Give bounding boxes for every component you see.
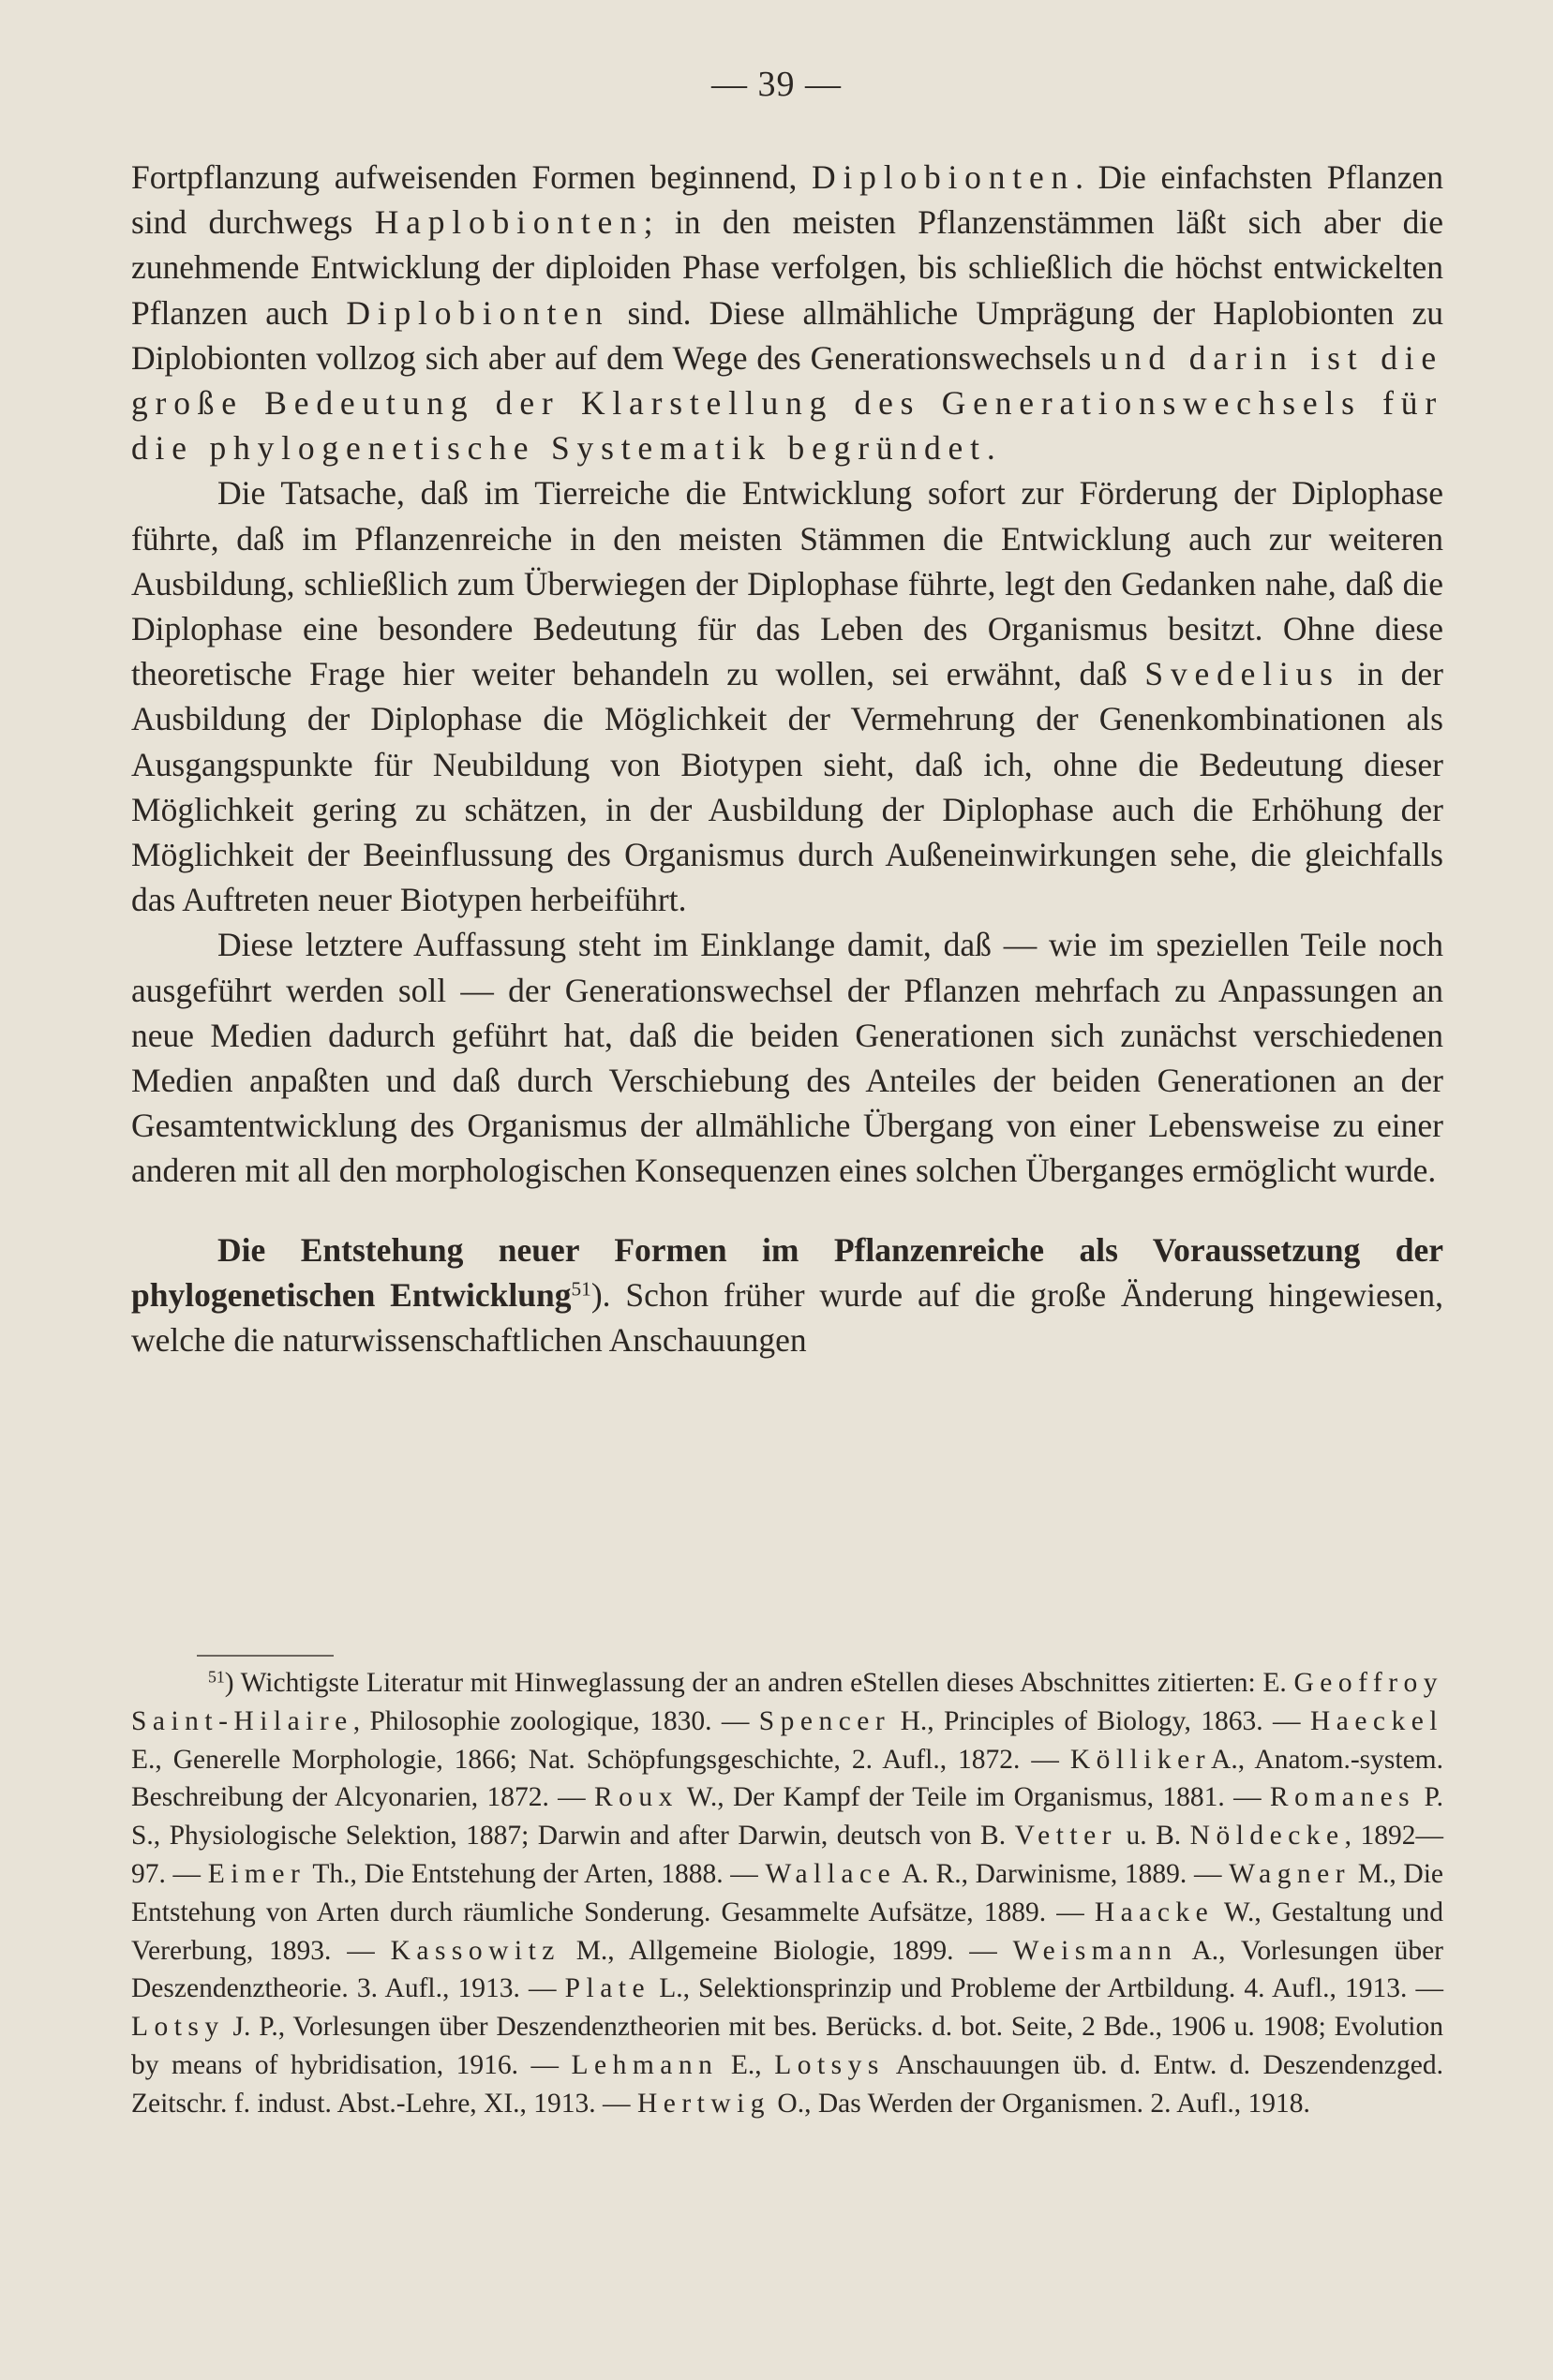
footnote-text-run: M., Die Entstehung von Arten durch räumliche Sonderung. Gesammelte Aufsätze, 1889. — xyxy=(131,1858,1444,1927)
text-run: sind. Diese allmähliche Umprägung der Haplobionten zu Diplobionten vollzog sich aber auf dem Wege des Generationswechsels xyxy=(131,293,1443,377)
footnote-divider xyxy=(197,1655,334,1657)
footnote-text-run: H., Principles of Biology, 1863. — xyxy=(890,1705,1310,1736)
footnote-text-run: A., Anatom.-system. Beschreibung der Alcyonarien, 1872. — xyxy=(131,1744,1443,1813)
footnote-author-name: Spencer xyxy=(758,1705,891,1736)
text-run: . Die einfachsten Pflanzen sind durchwegs xyxy=(131,158,1443,242)
footnote-author-name: Kölliker xyxy=(1069,1744,1212,1775)
page-number: — 39 — xyxy=(711,65,842,104)
footnote-text-run: , Philosophie zoologique, 1830. — xyxy=(352,1705,759,1736)
footnote-reference: 51 xyxy=(571,1277,591,1301)
text-run: ; in den meisten Pflanzenstämmen läßt sich aber die zunehmende Entwicklung der diploiden Phase verfolgen, bis schließlich die höchst entwickelten Pflanzen auch xyxy=(131,203,1443,332)
footnotes xyxy=(131,1664,1443,2123)
paragraph-1 xyxy=(131,155,1443,470)
footnote-author-name: Romanes xyxy=(1269,1782,1416,1813)
footnote-text-run: O., Das Werden der Organismen. 2. Aufl., 1918. xyxy=(770,2088,1310,2119)
text-run: in der Ausbildung der Diplophase die Möglichkeit der Vermehrung der Genenkombinationen als Ausgangspunkte für Neubildung von Biotypen sieht, daß ich, ohne die Bedeutung dieser Möglichkeit gering zu schätzen, in der Ausbildung der Diplophase auch die Erhöhung der Möglichkeit der Beeinflussung des Organismus durch Außeneinwirkungen sehe, die gleichfalls das Auftreten neuer Biotypen herbeiführt. xyxy=(131,655,1443,919)
footnote-author-name: Lotsys xyxy=(774,2049,885,2080)
text-run: . xyxy=(986,429,995,468)
footnote-author-name: Kassowitz xyxy=(390,1935,560,1966)
text-run: Fortpflanzung aufweisenden Formen beginnend, xyxy=(131,158,813,196)
footnote-51 xyxy=(131,1664,1443,2123)
paragraph-3: Diese letztere Auffassung steht im Einklange damit, daß — wie im speziellen Teile noch ausgeführt werden soll — der Generationswechsel der Pflanzen mehrfach zu Anpassungen an neue Medien dadurch geführt hat, daß die beiden Generationen sich zunächst verschiedenen Medien anpaßten und daß durch Verschiebung des Anteiles der beiden Generationen an der Gesamtentwicklung des Organismus der allmähliche Übergang von einer Lebensweise zu einer anderen mit all den morphologischen Konsequenzen eines solchen Überganges ermöglicht wurde. xyxy=(131,926,1443,1190)
footnote-text-run: L., Selektionsprinzip und Probleme der Artbildung. 4. Aufl., 1913. — xyxy=(650,1973,1443,2004)
footnote-author-name: Lehmann xyxy=(571,2049,719,2080)
footnote-author-name: Plate xyxy=(564,1973,651,2004)
text-run: Die Tatsache, daß im Tierreiche die Entwicklung sofort zur Förderung der Diplophase führte, daß im Pflanzenreiche in den meisten Stämmen die Entwicklung auch zur weiteren Ausbildung, schließlich zum Überwiegen der Diplophase führte, legt den Gedanken nahe, daß die Diplophase eine besondere Bedeutung für das Leben des Organismus besitzt. Ohne diese theoretische Frage hier weiter behandeln zu wollen, sei erwähnt, daß xyxy=(131,474,1443,693)
footnote-author-name: Haacke xyxy=(1094,1897,1215,1927)
footnote-text-run: W., Der Kampf der Teile im Organismus, 1881. — xyxy=(678,1782,1270,1813)
paragraph-2 xyxy=(131,470,1443,922)
footnote-text-run: A., Vorlesungen über Deszendenztheorie. 3. Aufl., 1913. — xyxy=(131,1935,1443,2004)
footnote-text-run: , 1892—97. — xyxy=(131,1821,1443,1889)
footnote-text-run: Th., Die Entstehung der Arten, 1888. — xyxy=(306,1858,766,1889)
footnote-author-name: Eimer xyxy=(207,1858,306,1889)
footnote-author-name: Lotsy xyxy=(131,2012,225,2043)
footnote-text-run: M., Allgemeine Biologie, 1899. — xyxy=(560,1935,1013,1966)
footnote-text-run: J. P., Vorlesungen über Deszendenztheorien mit bes. Berücks. d. bot. Seite, 2 Bde., 1906 u. 1908; Evolution by means of hybridisation, 1916. — xyxy=(131,2012,1443,2080)
footnote-author-name: Hertwig xyxy=(636,2088,771,2119)
footnote-author-name: Wallace xyxy=(765,1858,897,1889)
footnote-author-name: Haeckel xyxy=(1309,1705,1443,1736)
section-heading: Die Entstehung neuer Formen im Pflanzenreiche als Voraussetzung der phylogenetischen Entwicklung xyxy=(131,1230,1443,1314)
footnote-text-run: P. S., Physiologische Selektion, 1887; Darwin and after Darwin, deutsch von B. xyxy=(131,1782,1444,1852)
footnote-text-run: u. B. xyxy=(1117,1821,1190,1852)
spaced-term-diplobionten: Diplobionten xyxy=(812,158,1076,196)
text-run: ). Schon früher wurde auf die große Änderung hingewiesen, welche die naturwissenschaftlichen Anschauungen xyxy=(131,1275,1443,1360)
footnote-author-name: Wagner xyxy=(1229,1858,1351,1889)
footnote-marker: 51 xyxy=(208,1667,225,1687)
main-text xyxy=(131,155,1443,1362)
spaced-term-haplobionten: Haplobionten xyxy=(374,203,644,242)
footnote-text-run: ) Wichtigste Literatur mit Hinweglassung der an andren eStellen dieses Abschnittes zitierten: E. xyxy=(224,1668,1294,1698)
spaced-term-diplobionten: Diplobionten xyxy=(346,293,610,332)
spaced-name-svedelius: Svedelius xyxy=(1144,655,1340,693)
footnote-text-run: W., Gestaltung und Vererbung, 1893. — xyxy=(131,1897,1444,1966)
footnote-author-name: Nöldecke xyxy=(1189,1821,1345,1852)
footnote-author-name: Weismann xyxy=(1012,1935,1178,1966)
footnote-text-run: Anschauungen üb. d. Entw. d. Deszendenzged. Zeitschr. f. indust. Abst.-Lehre, XI., 1913. — xyxy=(131,2049,1443,2119)
spaced-emphasis: und darin ist die große Bedeutung der Klarstellung des Generationswechsels für die phylogenetische Systematik begründet xyxy=(131,338,1443,468)
footnote-author-name: Roux xyxy=(594,1782,679,1813)
paragraph-4 xyxy=(131,1227,1443,1363)
footnote-author-name: Vetter xyxy=(1014,1821,1117,1852)
footnote-text-run: A. R., Darwinisme, 1889. — xyxy=(896,1858,1230,1889)
footnote-author-name: Geoffroy Saint-Hilaire xyxy=(131,1668,1443,1736)
footnote-text-run: E., xyxy=(718,2049,775,2080)
footnote-text-run: E., Generelle Morphologie, 1866; Nat. Schöpfungsgeschichte, 2. Aufl., 1872. — xyxy=(131,1744,1070,1775)
